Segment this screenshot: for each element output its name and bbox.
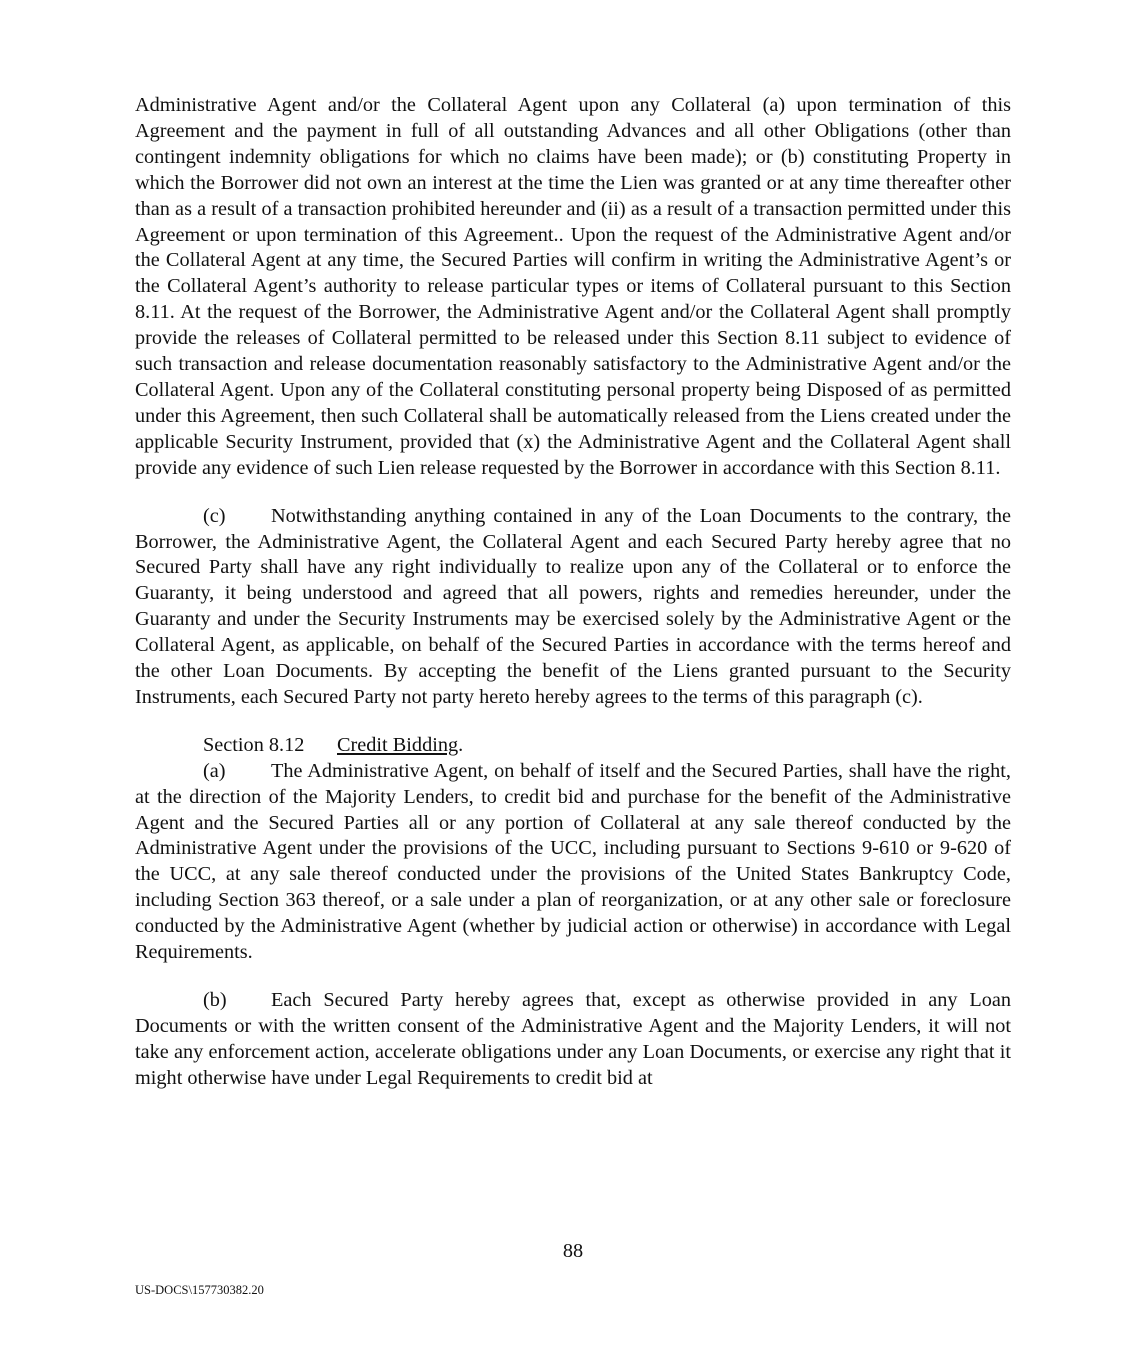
paragraph-label-b: (b)	[203, 989, 227, 1011]
paragraph-c-text: Notwithstanding anything contained in any of the Loan Documents to the contrary, the Borrower, the Administrative Agent, the Collateral Agent and each Secured Party hereby agree that no Secured Party shall have any right individually to realize upon any of the Collateral or to enforce the Guaranty, it being understood and agreed that all powers, rights and remedies hereunder, under the Guaranty and under the Security Instruments may be exercised solely by the Administrative Agent or the Collateral Agent, as applicable, on behalf of the Secured Parties in accordance with the terms hereof and the other Loan Documents. By accepting the benefit of the Liens granted pursuant to the Security Instruments, each Secured Party not party hereto hereby agrees to the terms of this paragraph (c).	[135, 504, 1011, 708]
paragraph-release-of-collateral: Administrative Agent and/or the Collateral Agent upon any Collateral (a) upon termination of this Agreement and the payment in full of all outstanding Advances and all other Obligations (other than contingent indemnity obligations for which no claims have been made); or (b) constituting Property in which the Borrower did not own an interest at the time the Lien was granted or at any time thereafter other than as a result of a transaction prohibited hereunder and (ii) as a result of a transaction permitted under this Agreement or upon termination of this Agreement.. Upon the request of the Administrative Agent and/or the Collateral Agent at any time, the Secured Parties will confirm in writing the Administrative Agent’s or the Collateral Agent’s authority to release particular types or items of Collateral pursuant to this Section 8.11. At the request of the Borrower, the Administrative Agent and/or the Collateral Agent shall promptly provide the releases of Collateral permitted to be released under this Section 8.11 subject to evidence of such transaction and release documentation reasonably satisfactory to the Administrative Agent and/or the Collateral Agent. Upon any of the Collateral constituting personal property being Disposed of as permitted under this Agreement, then such Collateral shall be automatically released from the Liens created under the applicable Security Instrument, provided that (x) the Administrative Agent and the Collateral Agent shall provide any evidence of such Lien release requested by the Borrower in accordance with this Section 8.11.	[135, 94, 1011, 479]
section-title: Credit Bidding	[337, 733, 459, 756]
paragraph-a-text: The Administrative Agent, on behalf of itself and the Secured Parties, shall have the right, at the direction of the Majority Lenders, to credit bid and purchase for the benefit of the Administrative Agent and the Secured Parties all or any portion of Collateral at any sale thereof conducted by the Administrative Agent under the provisions of the UCC, including pursuant to Sections 9-610 or 9-620 of the UCC, at any sale thereof conducted under the provisions of the United States Bankruptcy Code, including Section 363 thereof, or a sale under a plan of reorganization, or at any other sale or foreclosure conducted by the Administrative Agent (whether by judicial action or otherwise) in accordance with Legal Requirements.	[135, 759, 1011, 964]
section-number: Section 8.12	[203, 733, 305, 756]
document-page	[135, 93, 1011, 1092]
paragraph-b-no-enforcement	[135, 988, 1011, 1092]
paragraph-a-credit-bid	[135, 759, 1011, 966]
paragraph-label-c: (c)	[203, 504, 226, 527]
document-id: US-DOCS\157730382.20	[135, 1283, 264, 1297]
paragraph-b-text: Each Secured Party hereby agrees that, except as otherwise provided in any Loan Documents or with the written consent of the Administrative Agent and the Majority Lenders, it will not take any enforcement action, accelerate obligations under any Loan Documents, or exercise any right that it might otherwise have under Legal Requirements to credit bid at	[135, 989, 1011, 1089]
section-heading	[135, 733, 1011, 759]
section-title-period: .	[458, 733, 464, 756]
paragraph-label-a: (a)	[203, 759, 226, 782]
page-number: 88	[562, 1240, 584, 1262]
paragraph-c-no-individual-action	[135, 504, 1011, 711]
